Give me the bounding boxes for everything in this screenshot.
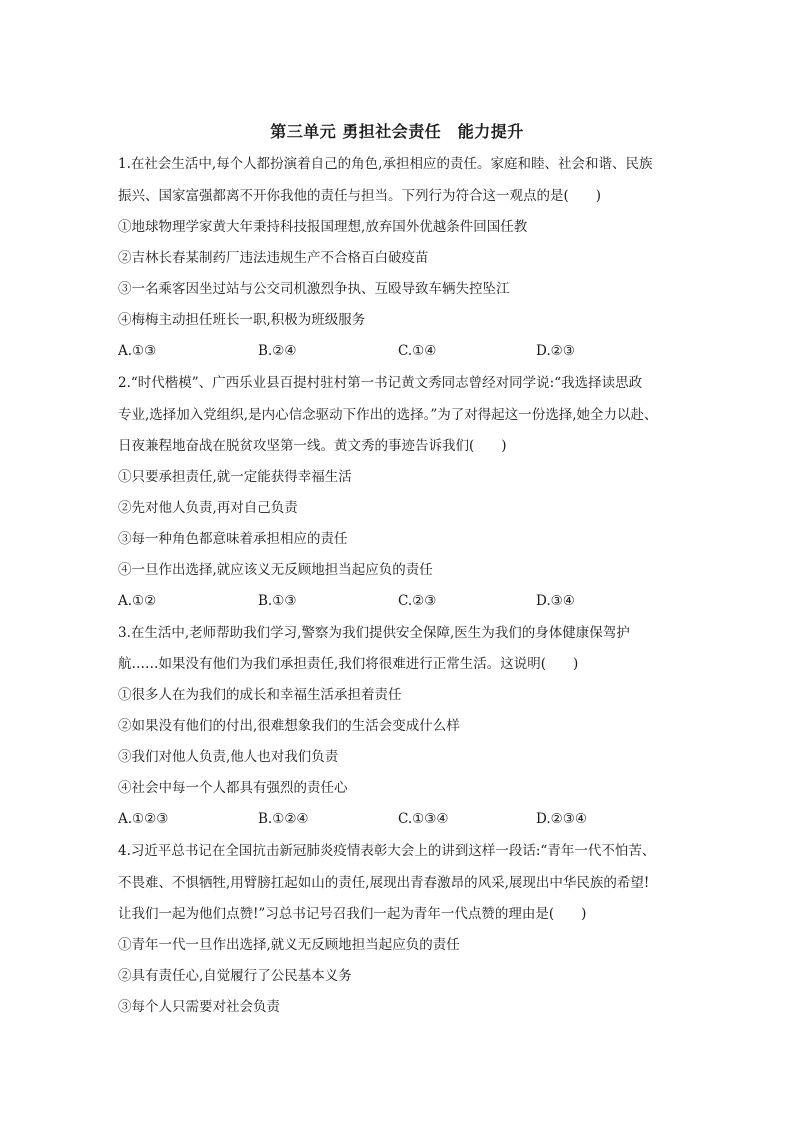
question-1-option-c: C.①④ (398, 343, 437, 359)
question-1-statement-4: ④梅梅主动担任班长一职,积极为班级服务 (118, 312, 366, 328)
question-3-option-b: B.①②④ (258, 811, 309, 827)
question-3-option-d: D.②③④ (536, 811, 587, 827)
question-2-option-a: A.①② (118, 593, 157, 609)
question-3-statement-3: ③我们对他人负责,他人也对我们负责 (118, 749, 339, 765)
question-2-option-c: C.②③ (398, 593, 437, 609)
question-4-statement-3: ③每个人只需要对社会负责 (118, 999, 280, 1015)
question-3-statement-2: ②如果没有他们的付出,很难想象我们的生活会变成什么样 (118, 718, 460, 734)
question-1-statement-2: ②吉林长春某制药厂违法违规生产不合格百白破疫苗 (118, 250, 429, 266)
question-1-option-a: A.①③ (118, 343, 157, 359)
question-2-text-line-2: 专业,选择加入党组织,是内心信念驱动下作出的选择。”为了对得起这一份选择,她全力以赴、 (118, 407, 658, 423)
question-2-options (118, 591, 688, 611)
question-3-text-line-2: 航……如果没有他们为我们承担责任,我们将很难进行正常生活。这说明( ) (118, 656, 579, 672)
question-3-options (118, 809, 688, 829)
question-4-text-line-2: 不畏难、不惧牺牲,用臂膀扛起如山的责任,展现出青春激昂的风采,展现出中华民族的希望! (118, 875, 650, 891)
question-3-option-c: C.①③④ (398, 811, 449, 827)
question-2-statement-2: ②先对他人负责,再对自己负责 (118, 500, 298, 516)
question-4-statement-1: ①青年一代一旦作出选择,就义无反顾地担当起应负的责任 (118, 937, 460, 953)
question-2-statement-3: ③每一种角色都意味着承担相应的责任 (118, 531, 348, 547)
question-4-text-line-3: 让我们一起为他们点赞!”习总书记号召我们一起为青年一代点赞的理由是( ) (118, 906, 587, 922)
question-3-text-line-1: 3.在生活中,老师帮助我们学习,警察为我们提供安全保障,医生为我们的身体健康保驾护 (118, 625, 630, 641)
question-1-option-b: B.②④ (258, 343, 297, 359)
question-3-statement-4: ④社会中每一个人都具有强烈的责任心 (118, 780, 348, 796)
question-3-statement-1: ①很多人在为我们的成长和幸福生活承担着责任 (118, 687, 402, 703)
question-2-statement-4: ④一旦作出选择,就应该义无反顾地担当起应负的责任 (118, 562, 433, 578)
question-2-text-line-1: 2.“时代楷模”、广西乐业县百提村驻村第一书记黄文秀同志曾经对同学说:“我选择读思政 (118, 375, 643, 391)
question-2-option-b: B.①③ (258, 593, 297, 609)
page-title: 第三单元 勇担社会责任 能力提升 (270, 122, 524, 141)
question-4-text-line-1: 4.习近平总书记在全国抗击新冠肺炎疫情表彰大会上的讲到这样一段话:“青年一代不怕苦、 (118, 843, 656, 859)
question-3-option-a: A.①②③ (118, 811, 169, 827)
question-1-statement-1: ①地球物理学家黄大年秉持科技报国理想,放弃国外优越条件回国任教 (118, 219, 528, 235)
question-1-text-line-2: 振兴、国家富强都离不开你我他的责任与担当。下列行为符合这一观点的是( ) (118, 188, 602, 204)
question-4-statement-2: ②具有责任心,自觉履行了公民基本义务 (118, 968, 352, 984)
question-2-option-d: D.③④ (536, 593, 575, 609)
question-2-text-line-3: 日夜兼程地奋战在脱贫攻坚第一线。黄文秀的事迹告诉我们( ) (118, 438, 507, 454)
question-2-statement-1: ①只要承担责任,就一定能获得幸福生活 (118, 469, 352, 485)
question-1-statement-3: ③一名乘客因坐过站与公交司机激烈争执、互殴导致车辆失控坠江 (118, 281, 510, 297)
question-1-text-line-1: 1.在社会生活中,每个人都扮演着自己的角色,承担相应的责任。家庭和睦、社会和谐、民族 (118, 156, 653, 172)
question-1-option-d: D.②③ (536, 343, 575, 359)
question-1-options (118, 341, 688, 361)
